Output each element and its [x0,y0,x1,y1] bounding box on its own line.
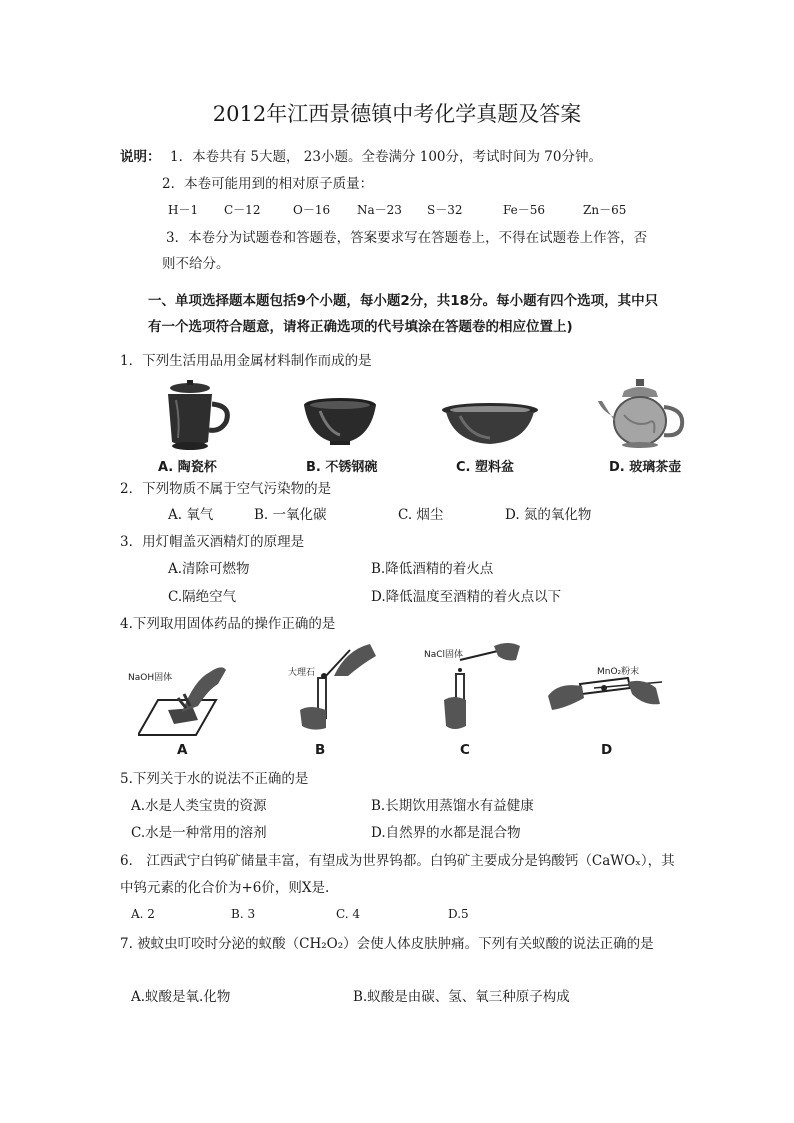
atomic-mass-fe: Fe－56 [503,203,546,217]
q4-letter-d: D [601,742,613,758]
notes-label: 说明： [120,149,161,165]
atomic-mass-zn: Zn－65 [583,203,627,217]
q4-fig-a-label: NaOH固体 [128,673,173,683]
q5-option-a: A.水是人类宝贵的资源 [131,798,267,814]
q1-image-ceramic-cup [160,380,240,452]
q4-figure-c [436,640,526,735]
q4-fig-c-label: NaCl固体 [424,650,464,660]
q1-image-steel-bowl [300,397,380,449]
q3-stem: 3．用灯帽盖灭酒精灯的原理是 [120,534,305,550]
q5-stem: 5.下列关于水的说法不正确的是 [120,771,309,787]
q7-option-a: A.蚁酸是氧.化物 [131,989,231,1005]
q6-option-c: C. 4 [336,907,361,921]
q6-option-a: A. 2 [131,907,155,921]
q7-option-b: B.蚁酸是由碳、氢、氧三种原子构成 [353,989,570,1005]
q1-image-plastic-basin [440,402,540,450]
q3-option-d: D.降低温度至酒精的着火点以下 [371,589,562,605]
q1-caption-c: C. 塑料盆 [456,460,515,475]
atomic-mass-s: S－32 [427,203,463,217]
page-title: 2012年江西景德镇中考化学真题及答案 [212,102,582,126]
q4-letter-c: C [460,742,470,758]
q1-image-glass-teapot [598,377,693,452]
q2-option-a: A. 氧气 [168,507,214,523]
q2-option-d: D. 氮的氧化物 [505,507,592,523]
atomic-mass-h: H－1 [168,203,199,217]
q1-caption-b: B. 不锈钢碗 [306,460,378,475]
note-3-line2: 则不给分。 [162,256,230,272]
q5-option-b: B.长期饮用蒸馏水有益健康 [371,798,534,814]
q4-letter-b: B [315,742,326,758]
q4-fig-b-label: 大理石 [288,668,316,678]
q1-caption-a: A. 陶瓷杯 [158,460,217,475]
atomic-mass-c: C－12 [224,203,261,217]
note-3-line1: 3．本卷分为试题卷和答题卷，答案要求写在答题卷上，不得在试题卷上作答，否 [166,230,648,246]
q6-line1: 6． 江西武宁白钨矿储量丰富，有望成为世界钨都。白钨矿主要成分是钨酸钙（CaWOₓ），其 [120,853,675,869]
note-1: 1．本卷共有 5大题， 23小题。全卷满分 100分，考试时间为 70分钟。 [170,149,602,165]
q4-figure-b [290,640,380,735]
q6-option-b: B. 3 [231,907,256,921]
q2-option-b: B. 一氧化碳 [254,507,327,523]
q4-figure-a [138,650,228,740]
q3-option-b: B.降低酒精的着火点 [371,561,494,577]
q4-letter-a: A [177,742,188,758]
q5-option-c: C.水是一种常用的溶剂 [131,825,267,841]
q6-line2: 中钨元素的化合价为+6价，则X是. [120,880,330,896]
q7-stem: 7. 被蚊虫叮咬时分泌的蚁酸（CH₂O₂）会使人体皮肤肿痛。下列有关蚁酸的说法正确的是 [120,936,654,952]
q4-figure-d [544,664,669,734]
q2-stem: 2．下列物质不属于空气污染物的是 [120,481,332,497]
q5-option-d: D.自然界的水都是混合物 [371,825,521,841]
atomic-mass-o: O－16 [293,203,331,217]
q3-option-a: A.清除可燃物 [168,561,250,577]
q4-fig-d-label: MnO₂粉末 [597,667,640,677]
q3-option-c: C.隔绝空气 [168,589,237,605]
section1-line2: 有一个选项符合题意，请将正确选项的代号填涂在答题卷的相应位置上) [148,319,573,335]
q1-stem: 1．下列生活用品用金属材料制作而成的是 [120,353,372,369]
atomic-mass-na: Na－23 [357,203,402,217]
note-2: 2．本卷可能用到的相对原子质量： [162,176,374,192]
section1-line1: 一、单项选择题本题包括9个小题，每小题2分，共18分。每小题有四个选项，其中只 [148,293,659,309]
q1-caption-d: D. 玻璃茶壶 [609,460,682,475]
q2-option-c: C. 烟尘 [398,507,444,523]
q4-stem: 4.下列取用固体药品的操作正确的是 [120,616,336,632]
q6-option-d: D.5 [448,907,469,921]
